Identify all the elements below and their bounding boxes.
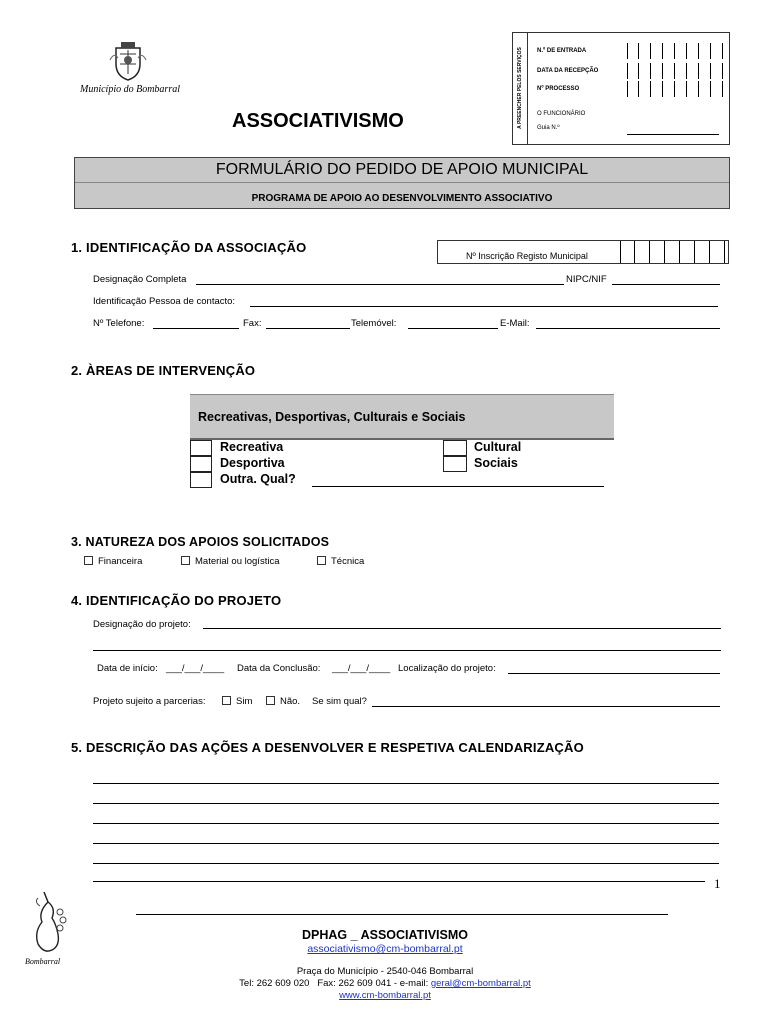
checkbox-nao[interactable] bbox=[266, 696, 275, 705]
checkbox-tecnica[interactable] bbox=[317, 556, 326, 565]
registry-cells[interactable] bbox=[620, 241, 725, 263]
reception-date-label: DATA DA RECEPÇÃO bbox=[537, 68, 599, 74]
checkbox-sim[interactable] bbox=[222, 696, 231, 705]
reception-date-cells[interactable] bbox=[627, 63, 723, 79]
areas-table-header bbox=[190, 394, 614, 440]
description-line-6[interactable] bbox=[93, 881, 705, 882]
project-name-field-2[interactable] bbox=[93, 650, 721, 651]
process-number-label: Nº PROCESSO bbox=[537, 86, 580, 92]
label-recreativa: Recreativa bbox=[220, 440, 284, 454]
full-name-field[interactable] bbox=[196, 284, 564, 285]
option-tecnica[interactable]: Técnica bbox=[317, 556, 364, 567]
footer-contacts-text: Tel: 262 609 020 Fax: 262 609 041 - e-mail: bbox=[239, 978, 431, 989]
fax-field[interactable] bbox=[266, 328, 350, 329]
project-name-label: Designação do projeto: bbox=[93, 619, 191, 630]
description-line-3[interactable] bbox=[93, 823, 719, 824]
mobile-label: Telemóvel: bbox=[351, 318, 397, 329]
label-sociais: Sociais bbox=[474, 456, 518, 470]
start-date-label: Data de início: bbox=[97, 663, 158, 674]
footer-general-email-link[interactable]: geral@cm-bombarral.pt bbox=[430, 978, 531, 989]
outra-field[interactable] bbox=[312, 486, 604, 487]
nipc-label: NIPC/NIF bbox=[566, 274, 607, 285]
location-label: Localização do projeto: bbox=[398, 663, 496, 674]
end-date-field[interactable]: ___/___/____ bbox=[332, 663, 391, 674]
guide-number-label: Guia N.º bbox=[537, 125, 560, 131]
nipc-field[interactable] bbox=[612, 284, 720, 285]
footer-department: DPHAG _ ASSOCIATIVISMO bbox=[302, 928, 468, 942]
form-banner bbox=[74, 157, 730, 209]
checkbox-sociais[interactable] bbox=[443, 456, 467, 472]
location-field[interactable] bbox=[508, 673, 720, 674]
municipality-crest bbox=[108, 40, 148, 82]
project-name-field[interactable] bbox=[203, 628, 721, 629]
option-nao[interactable]: Não. bbox=[266, 696, 300, 707]
description-line-5[interactable] bbox=[93, 863, 719, 864]
process-number-cells[interactable] bbox=[627, 81, 723, 97]
contact-person-field[interactable] bbox=[250, 306, 718, 307]
mobile-field[interactable] bbox=[408, 328, 498, 329]
phone-label: Nº Telefone: bbox=[93, 318, 145, 329]
section-3-title: 3. NATUREZA DOS APOIOS SOLICITADOS bbox=[71, 535, 330, 549]
areas-table-header-text: Recreativas, Desportivas, Culturais e Sociais bbox=[198, 410, 466, 424]
form-title: FORMULÁRIO DO PEDIDO DE APOIO MUNICIPAL bbox=[215, 161, 589, 178]
email-label: E-Mail: bbox=[500, 318, 530, 329]
page-title: ASSOCIATIVISMO bbox=[232, 110, 404, 132]
end-date-label: Data da Conclusão: bbox=[237, 663, 321, 674]
partners-label: Projeto sujeito a parcerias: bbox=[93, 696, 206, 707]
checkbox-recreativa[interactable] bbox=[190, 440, 212, 456]
section-4-title: 4. IDENTIFICAÇÃO DO PROJETO bbox=[71, 593, 282, 608]
section-2-title: 2. ÀREAS DE INTERVENÇÃO bbox=[71, 363, 256, 378]
footer-dept-email-link[interactable]: associativismo@cm-bombarral.pt bbox=[307, 943, 463, 955]
label-cultural: Cultural bbox=[474, 440, 522, 454]
checkbox-desportiva[interactable] bbox=[190, 456, 212, 472]
description-line-1[interactable] bbox=[93, 783, 719, 784]
registry-box bbox=[437, 240, 729, 264]
partners-which-field[interactable] bbox=[372, 706, 720, 707]
option-financeira[interactable]: Financeira bbox=[84, 556, 142, 567]
checkbox-cultural[interactable] bbox=[443, 440, 467, 456]
start-date-field[interactable]: ___/___/____ bbox=[166, 663, 225, 674]
office-use-box bbox=[512, 32, 730, 145]
option-material[interactable]: Material ou logística bbox=[181, 556, 279, 567]
label-desportiva: Desportiva bbox=[220, 456, 285, 470]
municipality-caption: Município do Bombarral bbox=[80, 84, 180, 95]
entry-number-cells[interactable] bbox=[627, 43, 723, 59]
phone-field[interactable] bbox=[153, 328, 239, 329]
registry-label: Nº Inscrição Registo Municipal bbox=[466, 251, 588, 261]
checkbox-financeira[interactable] bbox=[84, 556, 93, 565]
office-side-label: A PREENCHER PELOS SERVIÇOS bbox=[517, 47, 523, 129]
option-sim[interactable]: Sim bbox=[222, 696, 252, 707]
description-line-2[interactable] bbox=[93, 803, 719, 804]
section-5-title: 5. DESCRIÇÃO DAS AÇÕES A DESENVOLVER E RESPETIVA CALENDARIZAÇÃO bbox=[71, 740, 584, 755]
contact-person-label: Identificação Pessoa de contacto: bbox=[93, 296, 236, 307]
section-1-title: 1. IDENTIFICAÇÃO DA ASSOCIAÇÃO bbox=[71, 240, 307, 255]
full-name-label: Designação Completa bbox=[93, 274, 187, 285]
footer-website-link[interactable]: www.cm-bombarral.pt bbox=[339, 990, 431, 1001]
fax-label: Fax: bbox=[243, 318, 262, 329]
footer-contacts bbox=[0, 978, 770, 989]
clerk-label: O FUNCIONÁRIO bbox=[537, 111, 586, 117]
entry-number-label: N.º DE ENTRADA bbox=[537, 48, 587, 54]
page-number: 1 bbox=[714, 876, 721, 891]
description-line-4[interactable] bbox=[93, 843, 719, 844]
checkbox-outra[interactable] bbox=[190, 472, 212, 488]
partners-which-label: Se sim qual? bbox=[312, 696, 367, 707]
label-outra: Outra. Qual? bbox=[220, 472, 296, 486]
footer-address: Praça do Município - 2540-046 Bombarral bbox=[296, 966, 474, 977]
email-field[interactable] bbox=[536, 328, 720, 329]
logo-caption: Bombarral bbox=[25, 957, 61, 966]
checkbox-material[interactable] bbox=[181, 556, 190, 565]
footer-rule bbox=[136, 914, 668, 915]
form-subtitle: PROGRAMA DE APOIO AO DESENVOLVIMENTO ASSOCIATIVO bbox=[251, 193, 553, 204]
